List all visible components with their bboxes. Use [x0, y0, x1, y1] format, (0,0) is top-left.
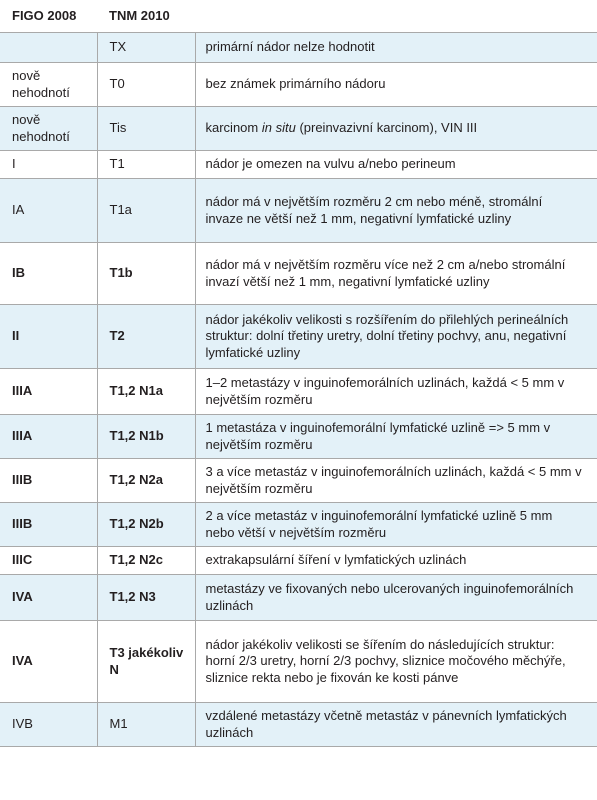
figo-stage-cell: IA: [0, 179, 97, 243]
description-cell: [195, 575, 597, 621]
description-cell: [195, 179, 597, 243]
description-text: 3 a více metastáz v inguinofemorálních uzlinách, každá < 5 mm v největším rozměru: [205, 464, 582, 496]
figo-stage-cell: IIIB: [0, 503, 97, 547]
tnm-stage-cell: Tis: [97, 107, 195, 151]
description-cell: [195, 63, 597, 107]
description-text: vzdálené metastázy včetně metastáz v pánevních lymfatických uzlinách: [205, 708, 567, 740]
header-figo: FIGO 2008: [0, 0, 97, 33]
figo-stage-cell: IIIA: [0, 369, 97, 415]
tnm-stage-cell: T3 jakékoliv N: [97, 621, 195, 703]
table-row: [0, 243, 597, 305]
description-text: extrakapsulární šíření v lymfatických uzlinách: [205, 552, 467, 568]
figo-stage-cell: II: [0, 305, 97, 369]
description-text: nádor jakékoliv velikosti se šířením do následujících struktur: horní 2/3 uretry, horní 2/3 pochvy, sliznice močového měchýře, sliznice rekta nebo je fixován ke kosti pánve: [205, 636, 566, 685]
header-row: [0, 0, 597, 33]
figo-stage-cell: IB: [0, 243, 97, 305]
table-body: [0, 33, 597, 747]
header-description: [195, 0, 597, 33]
description-text: karcinom: [205, 120, 262, 136]
table-row: [0, 459, 597, 503]
tnm-stage-cell: T1,2 N2c: [97, 547, 195, 575]
tnm-stage-cell: T1,2 N1b: [97, 415, 195, 459]
tnm-stage-cell: T1: [97, 151, 195, 179]
table-row: [0, 369, 597, 415]
description-cell: [195, 459, 597, 503]
figo-stage-cell: I: [0, 151, 97, 179]
table-row: [0, 107, 597, 151]
table-row: [0, 703, 597, 747]
table-row: [0, 63, 597, 107]
description-cell: [195, 621, 597, 703]
description-cell: [195, 503, 597, 547]
tnm-stage-cell: T1,2 N2b: [97, 503, 195, 547]
figo-stage-cell: IIIB: [0, 459, 97, 503]
table-row: [0, 179, 597, 243]
figo-stage-cell: nově nehodnotí: [0, 63, 97, 107]
description-text: 1–2 metastázy v inguinofemorálních uzlinách, každá < 5 mm v největším rozměru: [205, 375, 565, 407]
tnm-stage-cell: T1,2 N2a: [97, 459, 195, 503]
description-cell: [195, 33, 597, 63]
description-text: 1 metastáza v inguinofemorální lymfatické uzlině => 5 mm v největším rozměru: [205, 420, 551, 452]
tnm-stage-cell: T1,2 N1a: [97, 369, 195, 415]
description-text: 2 a více metastáz v inguinofemorální lymfatické uzlině 5 mm nebo větší v největším rozměru: [205, 508, 553, 540]
table-row: [0, 151, 597, 179]
description-text: metastázy ve fixovaných nebo ulcerovaných inguinofemorálních uzlinách: [205, 581, 574, 613]
description-text: bez známek primárního nádoru: [205, 76, 386, 92]
table-row: [0, 503, 597, 547]
table-row: [0, 621, 597, 703]
description-cell: [195, 415, 597, 459]
table-row: [0, 305, 597, 369]
figo-stage-cell: IVA: [0, 575, 97, 621]
table-row: [0, 547, 597, 575]
tnm-stage-cell: T2: [97, 305, 195, 369]
description-text: nádor jakékoliv velikosti s rozšířením do přilehlých perineálních struktur: dolní třetiny uretry, dolní třetiny pochvy, anu, negativní lymfatické uzliny: [205, 311, 569, 360]
description-cell: [195, 547, 597, 575]
figo-stage-cell: nově nehodnotí: [0, 107, 97, 151]
figo-stage-cell: IIIC: [0, 547, 97, 575]
description-cell: [195, 243, 597, 305]
tnm-stage-cell: T1,2 N3: [97, 575, 195, 621]
tnm-stage-cell: T1b: [97, 243, 195, 305]
description-cell: [195, 369, 597, 415]
description-text: primární nádor nelze hodnotit: [205, 39, 375, 55]
description-cell: [195, 151, 597, 179]
description-text: nádor má v největším rozměru více než 2 cm a/nebo stromální invazí větší než 1 mm, negativní lymfatické uzliny: [205, 257, 566, 289]
description-text: nádor je omezen na vulvu a/nebo perineum: [205, 156, 456, 172]
description-text: in situ: [261, 120, 296, 136]
tnm-stage-cell: M1: [97, 703, 195, 747]
table-row: [0, 33, 597, 63]
description-cell: [195, 107, 597, 151]
tnm-stage-cell: T0: [97, 63, 195, 107]
tnm-stage-cell: TX: [97, 33, 195, 63]
table-row: [0, 575, 597, 621]
tnm-stage-cell: T1a: [97, 179, 195, 243]
figo-stage-cell: IVB: [0, 703, 97, 747]
header-tnm: TNM 2010: [97, 0, 195, 33]
description-cell: [195, 703, 597, 747]
figo-stage-cell: [0, 33, 97, 63]
figo-stage-cell: IVA: [0, 621, 97, 703]
description-text: (preinvazivní karcinom), VIN III: [295, 120, 478, 136]
figo-stage-cell: IIIA: [0, 415, 97, 459]
description-cell: [195, 305, 597, 369]
table-row: [0, 415, 597, 459]
description-text: nádor má v největším rozměru 2 cm nebo méně, stromální invaze ne větší než 1 mm, negativní lymfatické uzliny: [205, 194, 543, 226]
